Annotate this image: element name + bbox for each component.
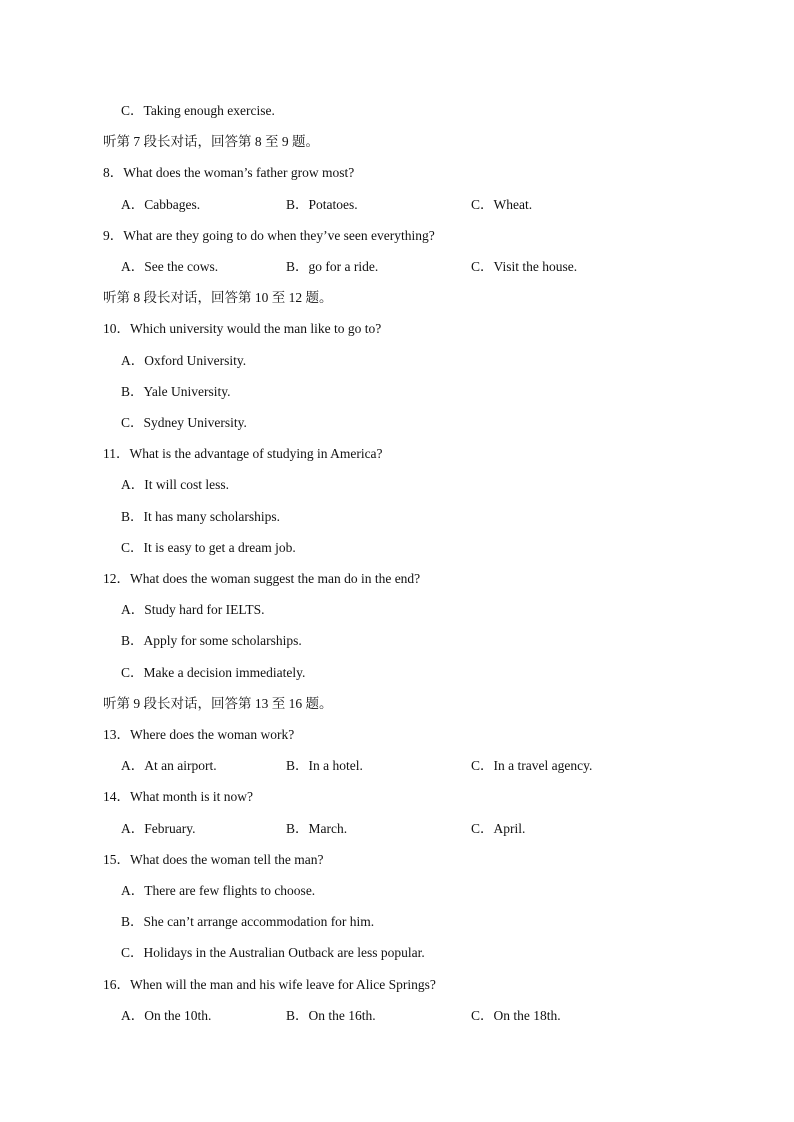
option-text: Visit the house. <box>493 259 578 274</box>
option-text: In a hotel. <box>308 758 363 773</box>
option-label: A． <box>121 259 145 274</box>
answer-option <box>121 257 218 277</box>
option-label: B． <box>121 509 144 524</box>
question-text: Which university would the man like to go to? <box>130 321 382 336</box>
option-text: On the 16th. <box>308 1008 376 1023</box>
answer-option <box>121 351 246 371</box>
option-label: C． <box>121 945 144 960</box>
option-text: Cabbages. <box>144 197 201 212</box>
question-number: 15． <box>103 852 130 867</box>
option-label: A． <box>121 197 145 212</box>
answer-option <box>286 819 347 839</box>
question-text: What does the woman’s father grow most? <box>123 165 355 180</box>
answer-option <box>286 257 378 277</box>
option-label: A． <box>121 1008 145 1023</box>
option-label: A． <box>121 821 145 836</box>
option-label: C． <box>121 415 144 430</box>
section-instruction-text: 听第 8 段长对话，回答第 10 至 12 题。 <box>103 290 333 305</box>
option-text: It has many scholarships. <box>143 509 280 524</box>
section-instruction-text: 听第 7 段长对话，回答第 8 至 9 题。 <box>103 134 319 149</box>
question-number: 11． <box>103 446 130 461</box>
question <box>103 725 294 745</box>
answer-option <box>121 631 302 651</box>
section-instruction <box>103 132 319 152</box>
answer-option <box>471 195 532 215</box>
answer-option <box>471 1006 561 1026</box>
option-text: See the cows. <box>144 259 219 274</box>
question <box>103 569 420 589</box>
option-text: Study hard for IELTS. <box>144 602 265 617</box>
question <box>103 444 383 464</box>
option-label: C． <box>471 197 494 212</box>
answer-option <box>286 756 363 776</box>
question-text: What month is it now? <box>130 789 253 804</box>
answer-option <box>471 756 592 776</box>
option-label: B． <box>286 259 309 274</box>
answer-option <box>121 912 374 932</box>
answer-option <box>471 257 577 277</box>
question <box>103 787 253 807</box>
option-label: B． <box>286 197 309 212</box>
option-text: On the 18th. <box>493 1008 561 1023</box>
answer-option <box>121 507 280 527</box>
option-text: Sydney University. <box>143 415 247 430</box>
option-label: C． <box>121 540 144 555</box>
answer-option <box>121 101 275 121</box>
option-text: On the 10th. <box>144 1008 212 1023</box>
question <box>103 226 435 246</box>
option-label: B． <box>121 384 144 399</box>
option-text: It will cost less. <box>144 477 229 492</box>
option-text: Apply for some scholarships. <box>143 633 302 648</box>
option-text: February. <box>144 821 196 836</box>
answer-option <box>286 195 358 215</box>
question-text: What does the woman tell the man? <box>130 852 324 867</box>
option-label: B． <box>121 633 144 648</box>
answer-option <box>121 538 296 558</box>
option-text: March. <box>308 821 348 836</box>
question <box>103 163 354 183</box>
option-label: C． <box>121 665 144 680</box>
answer-option <box>121 663 305 683</box>
option-text: Yale University. <box>143 384 231 399</box>
option-label: A． <box>121 477 145 492</box>
option-text: Potatoes. <box>308 197 358 212</box>
option-label: A． <box>121 353 145 368</box>
option-text: Oxford University. <box>144 353 247 368</box>
option-label: B． <box>286 821 309 836</box>
answer-option <box>471 819 525 839</box>
option-text: She can’t arrange accommodation for him. <box>143 914 375 929</box>
option-label: C． <box>471 1008 494 1023</box>
option-label: C． <box>471 758 494 773</box>
answer-option <box>121 475 229 495</box>
option-label: A． <box>121 602 145 617</box>
option-text: There are few flights to choose. <box>144 883 316 898</box>
option-text: In a travel agency. <box>493 758 593 773</box>
answer-option <box>286 1006 376 1026</box>
answer-option <box>121 195 200 215</box>
question-number: 8． <box>103 165 124 180</box>
option-label: C． <box>471 821 494 836</box>
option-label: B． <box>286 758 309 773</box>
answer-option <box>121 819 195 839</box>
question-text: What is the advantage of studying in America? <box>129 446 383 461</box>
answer-option <box>121 600 265 620</box>
answer-option <box>121 382 231 402</box>
option-text: Make a decision immediately. <box>143 665 306 680</box>
answer-option <box>121 756 217 776</box>
question-number: 12． <box>103 571 130 586</box>
option-text: Taking enough exercise. <box>143 103 275 118</box>
option-label: C． <box>121 103 144 118</box>
option-text: It is easy to get a dream job. <box>143 540 296 555</box>
answer-option <box>121 943 425 963</box>
question-text: Where does the woman work? <box>130 727 295 742</box>
option-text: April. <box>493 821 526 836</box>
option-label: A． <box>121 758 145 773</box>
section-instruction-text: 听第 9 段长对话，回答第 13 至 16 题。 <box>103 696 333 711</box>
question-number: 10． <box>103 321 130 336</box>
option-label: A． <box>121 883 145 898</box>
answer-option <box>121 413 247 433</box>
answer-option <box>121 1006 211 1026</box>
section-instruction <box>103 694 333 714</box>
question-text: When will the man and his wife leave for Alice Springs? <box>130 977 436 992</box>
option-text: Wheat. <box>493 197 533 212</box>
question <box>103 975 436 995</box>
option-label: B． <box>121 914 144 929</box>
question <box>103 850 323 870</box>
question <box>103 319 381 339</box>
option-text: go for a ride. <box>308 259 379 274</box>
option-label: C． <box>471 259 494 274</box>
question-number: 16． <box>103 977 130 992</box>
answer-option <box>121 881 315 901</box>
question-number: 14． <box>103 789 130 804</box>
option-label: B． <box>286 1008 309 1023</box>
question-number: 9． <box>103 228 124 243</box>
question-text: What are they going to do when they’ve seen everything? <box>123 228 435 243</box>
option-text: At an airport. <box>144 758 217 773</box>
section-instruction <box>103 288 333 308</box>
question-text: What does the woman suggest the man do in the end? <box>130 571 421 586</box>
option-text: Holidays in the Australian Outback are less popular. <box>143 945 425 960</box>
question-number: 13． <box>103 727 130 742</box>
